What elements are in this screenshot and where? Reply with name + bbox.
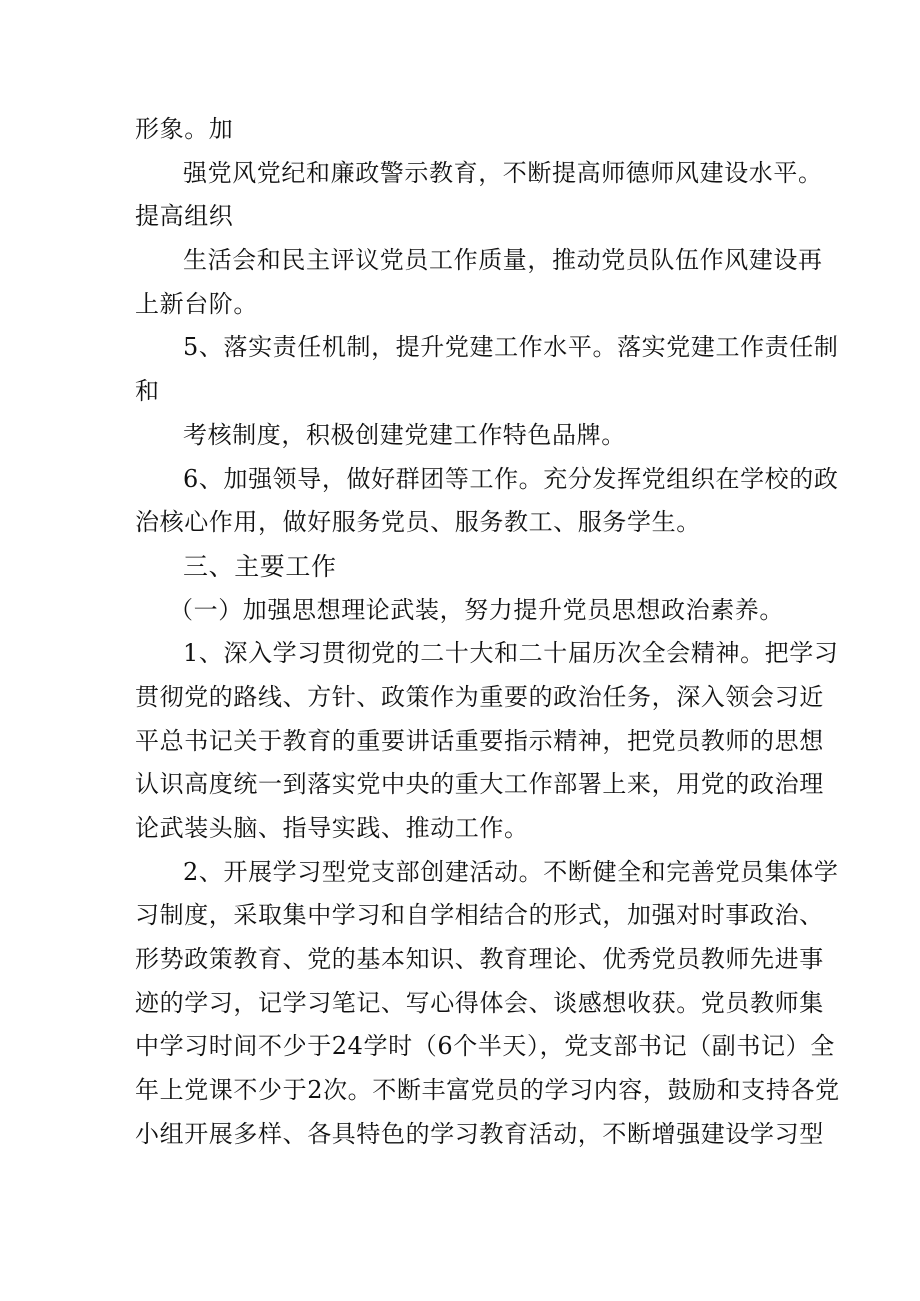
text-line: 5、落实责任机制，提升党建工作水平。落实党建工作责任制 xyxy=(183,333,839,362)
text-line: 上新台阶。 xyxy=(135,289,258,318)
text-line: 中学习时间不少于24学时（6个半天），党支部书记（副书记）全 xyxy=(135,1032,835,1061)
text-line: 年上党课不少于2次。不断丰富党员的学习内容，鼓励和支持各党 xyxy=(135,1076,840,1105)
text-line: 2、开展学习型党支部创建活动。不断健全和完善党员集体学 xyxy=(183,857,839,886)
section-heading: 三、主要工作 xyxy=(183,551,337,581)
text-line: 6、加强领导，做好群团等工作。充分发挥党组织在学校的政 xyxy=(183,464,839,493)
text-line: 生活会和民主评议党员工作质量，推动党员队伍作风建设再 xyxy=(183,246,823,275)
text-line: 治核心作用，做好服务党员、服务教工、服务学生。 xyxy=(135,508,701,537)
text-line: 小组开展多样、各具特色的学习教育活动，不断增强建设学习型 xyxy=(135,1119,824,1148)
text-line: 贯彻党的路线、方针、政策作为重要的政治任务，深入领会习近 xyxy=(135,682,824,711)
text-line: 迹的学习，记学习笔记、写心得体会、谈感想收获。党员教师集 xyxy=(135,988,824,1017)
text-line: 形象。加 xyxy=(135,115,234,143)
text-line: 和 xyxy=(135,377,160,406)
text-line: （一）加强思想理论武装，努力提升党员思想政治素养。 xyxy=(169,595,784,624)
text-line: 强党风党纪和廉政警示教育，不断提高师德师风建设水平。 xyxy=(183,158,823,187)
document-body xyxy=(135,108,840,1157)
text-line: 形势政策教育、党的基本知识、教育理论、优秀党员教师先进事 xyxy=(135,945,824,974)
text-line: 认识高度统一到落实党中央的重大工作部署上来，用党的政治理 xyxy=(135,770,824,799)
text-line: 考核制度，积极创建党建工作特色品牌。 xyxy=(183,420,626,449)
text-line: 1、深入学习贯彻党的二十大和二十届历次全会精神。把学习 xyxy=(183,639,839,668)
text-line: 平总书记关于教育的重要讲话重要指示精神，把党员教师的思想 xyxy=(135,726,824,755)
text-line: 习制度，采取集中学习和自学相结合的形式，加强对时事政治、 xyxy=(135,901,824,930)
text-line: 提高组织 xyxy=(135,202,234,231)
text-line: 论武装头脑、指导实践、推动工作。 xyxy=(135,814,529,842)
